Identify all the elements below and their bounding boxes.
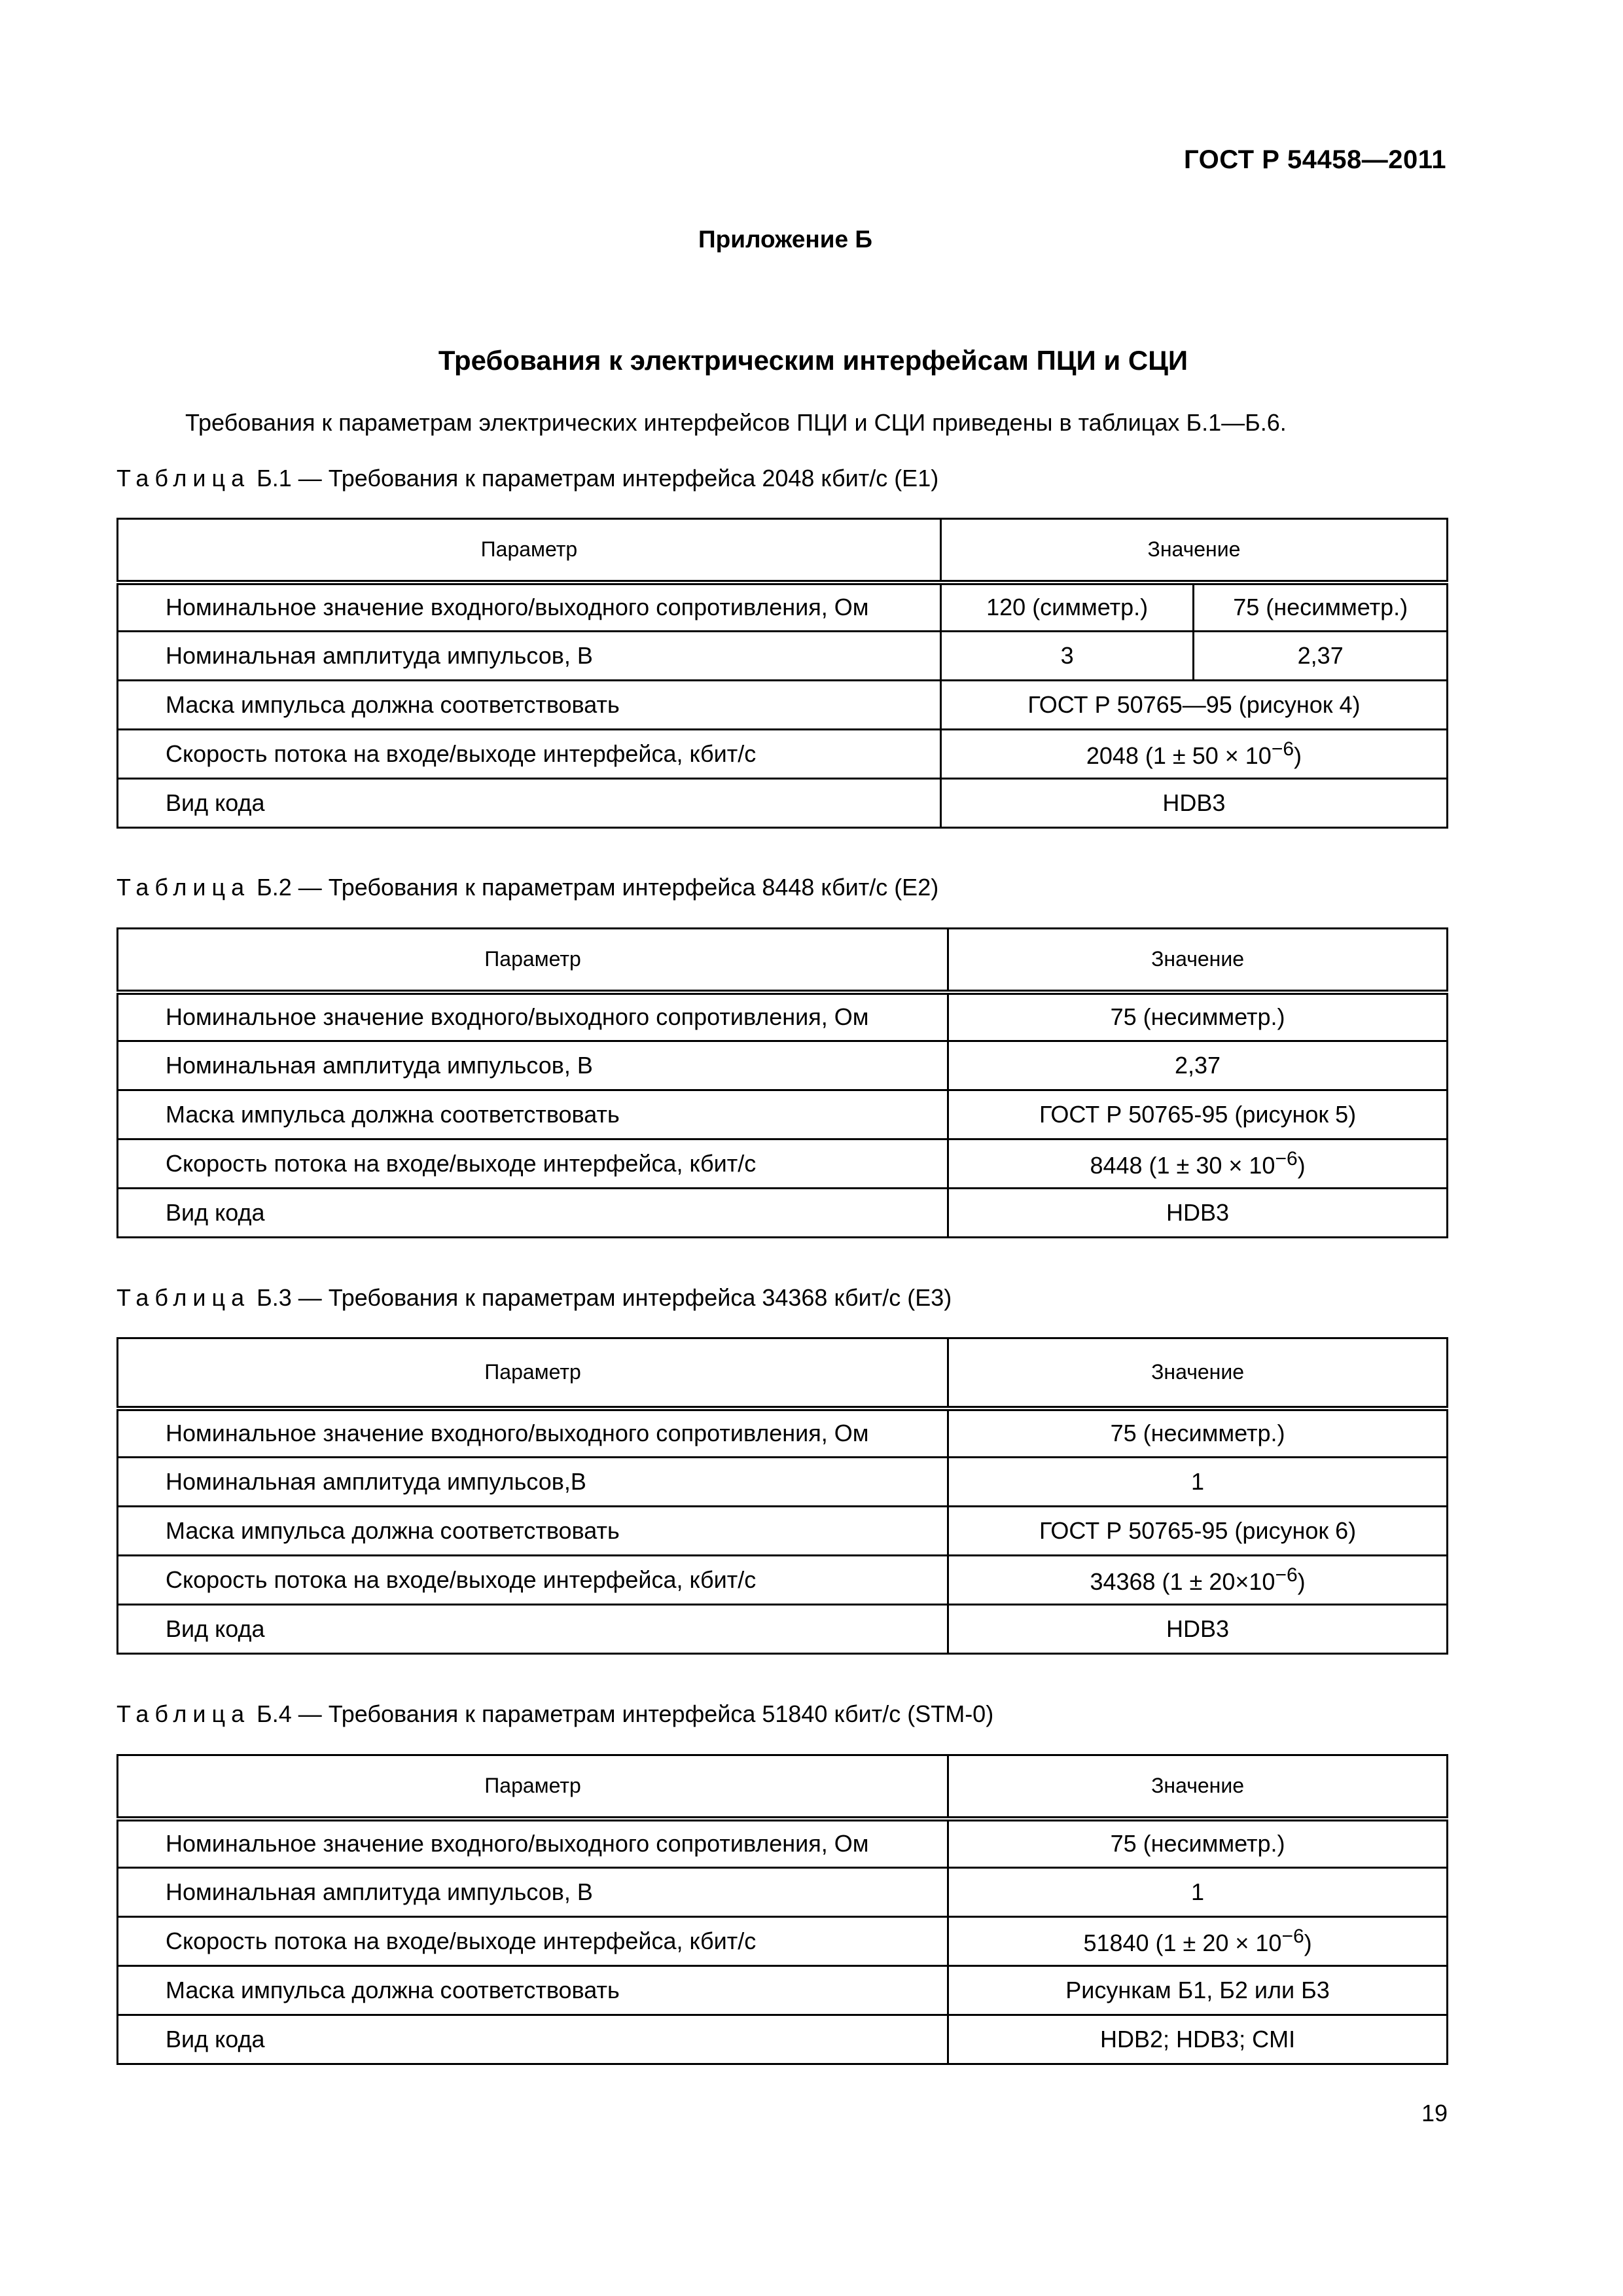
value-exponent: −6 [1271, 738, 1294, 760]
intro-paragraph: Требования к параметрам электрических интерфейсов ПЦИ и СЦИ приведены в таблицах Б.1—Б.6. [185, 409, 1287, 436]
parameter-cell: Маска импульса должна соответствовать [118, 1090, 948, 1139]
value-cell: 75 (несимметр.) [948, 1819, 1448, 1868]
value-cell: ГОСТ Р 50765-95 (рисунок 5) [948, 1090, 1448, 1139]
value-cell: ГОСТ Р 50765—95 (рисунок 4) [940, 681, 1447, 730]
table-caption-word: Таблица [116, 1284, 251, 1311]
header-value: Значение [948, 1755, 1448, 1819]
header-parameter: Параметр [118, 929, 948, 992]
table-row [118, 632, 1448, 681]
page-number: 19 [1421, 2100, 1448, 2126]
table-row [118, 992, 1448, 1041]
parameter-cell: Вид кода [118, 1189, 948, 1238]
table-row [118, 1090, 1448, 1139]
table-caption-word: Таблица [116, 465, 251, 492]
header-value: Значение [940, 519, 1447, 583]
parameter-cell: Вид кода [118, 2015, 948, 2064]
document-standard-header: ГОСТ Р 54458—2011 [1184, 145, 1446, 174]
table-caption-text: Б.2 — Требования к параметрам интерфейса 8448 кбит/с (E2) [250, 874, 939, 901]
section-title: Требования к электрическим интерфейсам ПЦИ и СЦИ [438, 345, 1188, 376]
table-b1-caption [116, 465, 938, 492]
table-row [118, 681, 1448, 730]
value-cell [948, 1139, 1448, 1189]
table-row [118, 2015, 1448, 2064]
value-main: 34368 (1 ± 20×10 [1090, 1568, 1275, 1595]
table-row [118, 1458, 1448, 1507]
table-b4-caption [116, 1700, 993, 1728]
table-row [118, 779, 1448, 828]
table-caption-text: Б.1 — Требования к параметрам интерфейса 2048 кбит/с (E1) [250, 465, 939, 492]
value-cell: HDB3 [940, 779, 1447, 828]
table-b2 [116, 927, 1448, 1238]
value-exponent: −6 [1275, 1564, 1298, 1586]
value-cell: HDB2; HDB3; CMI [948, 2015, 1448, 2064]
parameter-cell: Скорость потока на входе/выходе интерфейса, кбит/с [118, 730, 941, 779]
value-tail: ) [1297, 1152, 1306, 1179]
appendix-title: Приложение Б [698, 226, 872, 253]
value-tail: ) [1294, 742, 1302, 769]
value-cell: HDB3 [948, 1189, 1448, 1238]
value-main: 51840 (1 ± 20 × 10 [1083, 1929, 1282, 1956]
parameter-cell: Скорость потока на входе/выходе интерфейса, кбит/с [118, 1556, 948, 1605]
table-header-row [118, 1755, 1448, 1819]
table-row [118, 1819, 1448, 1868]
table-caption-text: Б.4 — Требования к параметрам интерфейса 51840 кбит/с (STM-0) [250, 1700, 994, 1727]
table-row [118, 1041, 1448, 1090]
table-row [118, 1556, 1448, 1605]
value-exponent: −6 [1275, 1148, 1298, 1170]
parameter-cell: Номинальное значение входного/выходного сопротивления, Ом [118, 583, 941, 632]
table-row [118, 730, 1448, 779]
table-caption-word: Таблица [116, 1700, 251, 1727]
value-exponent: −6 [1281, 1926, 1304, 1947]
value-tail: ) [1304, 1929, 1312, 1956]
header-value: Значение [948, 1338, 1448, 1408]
value-tail: ) [1297, 1568, 1306, 1595]
table-row [118, 1139, 1448, 1189]
table-b4 [116, 1754, 1448, 2065]
table-b2-caption [116, 874, 938, 901]
table-caption-word: Таблица [116, 874, 251, 901]
table-row [118, 1917, 1448, 1966]
table-row [118, 1507, 1448, 1556]
parameter-cell: Скорость потока на входе/выходе интерфейса, кбит/с [118, 1917, 948, 1966]
table-row [118, 583, 1448, 632]
value-cell-secondary: 2,37 [1194, 632, 1448, 681]
parameter-cell: Номинальная амплитуда импульсов, В [118, 1041, 948, 1090]
table-row [118, 1868, 1448, 1917]
value-cell: ГОСТ Р 50765-95 (рисунок 6) [948, 1507, 1448, 1556]
value-cell: 75 (несимметр.) [948, 992, 1448, 1041]
value-cell: 3 [940, 632, 1194, 681]
value-main: 8448 (1 ± 30 × 10 [1090, 1152, 1275, 1179]
parameter-cell: Номинальное значение входного/выходного сопротивления, Ом [118, 1819, 948, 1868]
value-cell: Рисункам Б1, Б2 или Б3 [948, 1966, 1448, 2015]
value-cell: HDB3 [948, 1605, 1448, 1654]
value-cell-secondary: 75 (несимметр.) [1194, 583, 1448, 632]
table-header-row [118, 1338, 1448, 1408]
parameter-cell: Маска импульса должна соответствовать [118, 681, 941, 730]
table-row [118, 1966, 1448, 2015]
parameter-cell: Маска импульса должна соответствовать [118, 1966, 948, 2015]
table-b3 [116, 1337, 1448, 1655]
value-cell [948, 1556, 1448, 1605]
parameter-cell: Номинальная амплитуда импульсов, В [118, 1868, 948, 1917]
parameter-cell: Вид кода [118, 1605, 948, 1654]
value-cell: 120 (симметр.) [940, 583, 1194, 632]
parameter-cell: Скорость потока на входе/выходе интерфейса, кбит/с [118, 1139, 948, 1189]
table-header-row [118, 519, 1448, 583]
parameter-cell: Вид кода [118, 779, 941, 828]
header-value: Значение [948, 929, 1448, 992]
value-cell: 2,37 [948, 1041, 1448, 1090]
value-cell [940, 730, 1447, 779]
value-cell: 75 (несимметр.) [948, 1408, 1448, 1458]
table-row [118, 1605, 1448, 1654]
header-parameter: Параметр [118, 1338, 948, 1408]
value-cell [948, 1917, 1448, 1966]
value-main: 2048 (1 ± 50 × 10 [1086, 742, 1272, 769]
parameter-cell: Маска импульса должна соответствовать [118, 1507, 948, 1556]
parameter-cell: Номинальная амплитуда импульсов,В [118, 1458, 948, 1507]
table-row [118, 1189, 1448, 1238]
table-b1 [116, 518, 1448, 829]
table-b3-caption [116, 1284, 952, 1312]
table-caption-text: Б.3 — Требования к параметрам интерфейса 34368 кбит/с (E3) [250, 1284, 952, 1311]
table-row [118, 1408, 1448, 1458]
parameter-cell: Номинальное значение входного/выходного сопротивления, Ом [118, 1408, 948, 1458]
header-parameter: Параметр [118, 1755, 948, 1819]
table-header-row [118, 929, 1448, 992]
header-parameter: Параметр [118, 519, 941, 583]
value-cell: 1 [948, 1868, 1448, 1917]
value-cell: 1 [948, 1458, 1448, 1507]
parameter-cell: Номинальное значение входного/выходного сопротивления, Ом [118, 992, 948, 1041]
parameter-cell: Номинальная амплитуда импульсов, В [118, 632, 941, 681]
